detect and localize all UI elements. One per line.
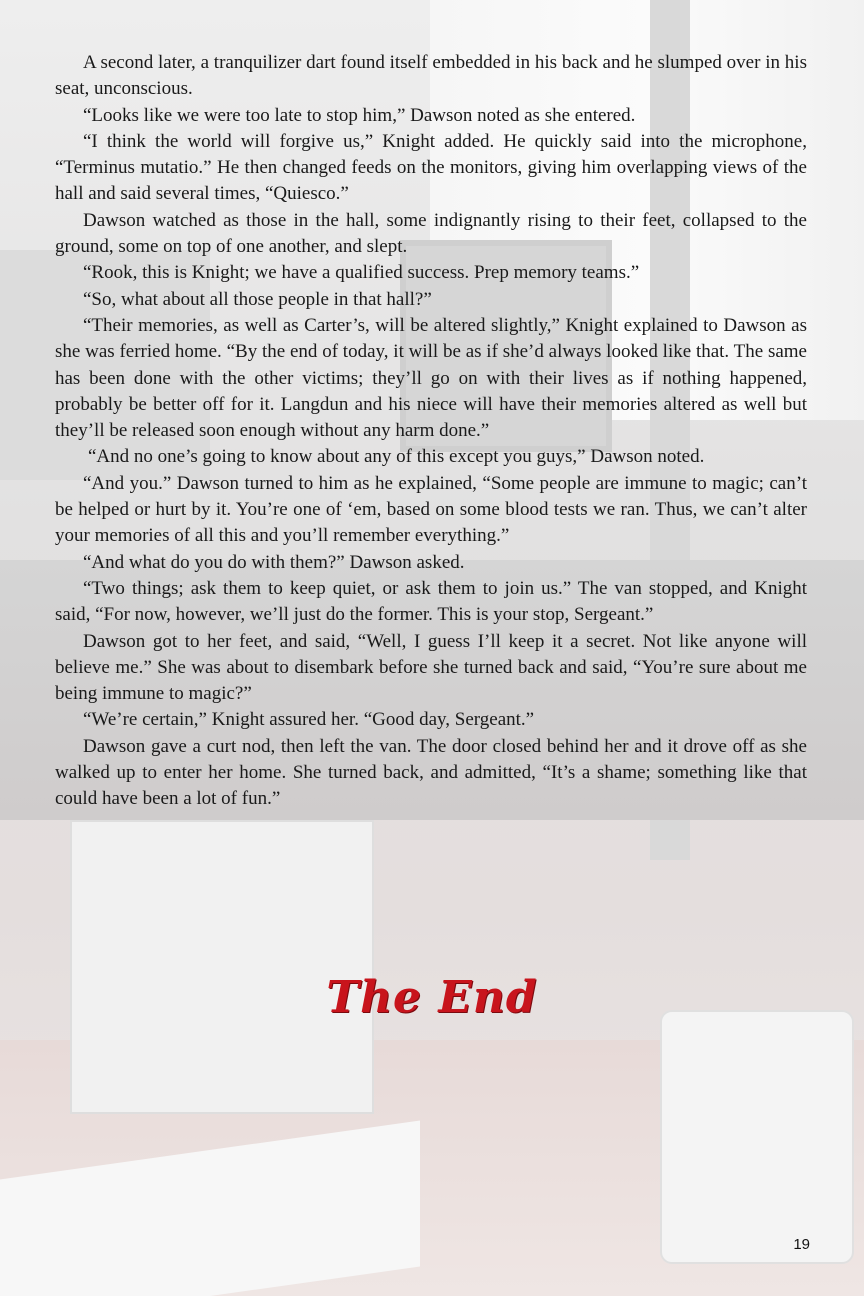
- paragraph: “And no one’s going to know about any of this except you guys,” Dawson noted.: [88, 446, 705, 468]
- paragraph: Dawson got to her feet, and said, “Well, I guess I’ll keep it a secret. Not like anyone will believe me.” She was about to disembark before she turned back and said, “You’re sure about me being immune to magic?”: [55, 630, 807, 705]
- paragraph: “We’re certain,” Knight assured her. “Good day, Sergeant.”: [83, 709, 535, 731]
- paragraph: “Rook, this is Knight; we have a qualified success. Prep memory teams.”: [83, 262, 640, 284]
- page-number: 19: [793, 1236, 810, 1253]
- paragraph: “I think the world will forgive us,” Knight added. He quickly said into the microphone, “Terminus mutatio.” He then changed feeds on the monitors, giving him overlapping views of the hall and said several times, “Quiesco.”: [55, 130, 807, 205]
- paragraph: A second later, a tranquilizer dart found itself embedded in his back and he slumped over in his seat, unconscious.: [55, 52, 807, 100]
- paper-bin: [660, 1010, 854, 1264]
- paragraph: Dawson gave a curt nod, then left the van. The door closed behind her and it drove off as she walked up to enter her home. She turned back, and admitted, “It’s a shame; something like that could have been a lot of fun.”: [55, 735, 807, 810]
- paragraph: “Their memories, as well as Carter’s, will be altered slightly,” Knight explained to Dawson as she was ferried home. “By the end of today, it will be as if she’d always looked like that. The same has been done with the other victims; they’ll go on with their lives as if nothing happened, probably be better off for it. Langdun and his niece will have their memories altered as well but they’ll be released soon enough without any harm done.”: [55, 314, 807, 442]
- paragraph: “And what do you do with them?” Dawson asked.: [83, 551, 465, 573]
- the-end-heading: The End: [326, 972, 538, 1023]
- paragraph: “And you.” Dawson turned to him as he explained, “Some people are immune to magic; can’t be helped or hurt by it. You’re one of ‘em, based on some blood tests we ran. Thus, we can’t alter your memories of all this and you’ll remember everything.”: [55, 472, 807, 547]
- paragraph: “Looks like we were too late to stop him,” Dawson noted as she entered.: [83, 104, 636, 126]
- paragraph: “Two things; ask them to keep quiet, or ask them to join us.” The van stopped, and Knight said, “For now, however, we’ll just do the former. This is your stop, Sergeant.”: [55, 577, 807, 626]
- paragraph: “So, what about all those people in that hall?”: [83, 288, 432, 310]
- story-text: [55, 50, 807, 813]
- paragraph: Dawson watched as those in the hall, some indignantly rising to their feet, collapsed to the ground, some on top of one another, and slept.: [55, 209, 807, 258]
- computer-tower: [70, 820, 374, 1114]
